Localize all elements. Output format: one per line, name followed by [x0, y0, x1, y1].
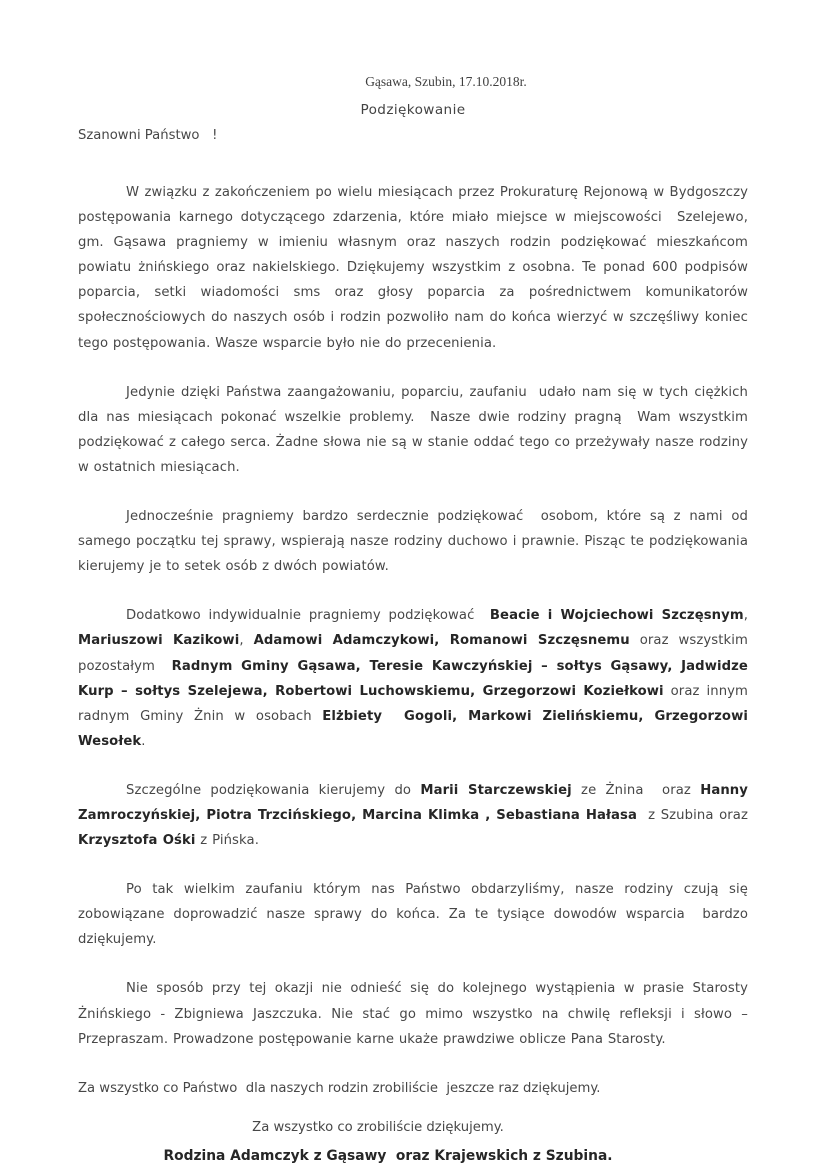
signature-line: Rodzina Adamczyk z Gąsawy oraz Krajewskich z Szubina. [163, 1147, 613, 1164]
text-run: , [239, 633, 254, 649]
bold-text-run: Marii Starczewskiej [420, 782, 572, 798]
paragraph [78, 877, 748, 952]
bold-text-run: Radnym Gminy Gąsawa, Teresie Kawczyńskiej – sołtys Gąsawy, Jadwidze Kurp – sołtys Szelejewa, Robertowi Luchowskiemu, Grzegorzowi Koziełkowi [78, 658, 748, 699]
salutation: Szanowni Państwo ! [78, 128, 218, 143]
letter-body [78, 180, 748, 1052]
bold-text-run: Krzysztofa Ośki [78, 833, 196, 849]
text-run: Dodatkowo indywidualnie pragniemy podziękować [126, 608, 490, 624]
text-run: z Pińska. [195, 833, 260, 849]
bold-text-run: Mariuszowi Kazikowi [78, 633, 240, 649]
paragraph [78, 976, 748, 1051]
paragraph [78, 778, 748, 853]
text-run: oraz wszystkim pozostałym [78, 633, 748, 674]
closing-line-left: Za wszystko co Państwo dla naszych rodzin zrobiliście jeszcze raz dziękujemy. [78, 1080, 601, 1096]
text-run: , [743, 608, 749, 624]
text-run: z Szubina oraz [636, 807, 748, 823]
text-run: Po tak wielkim zaufaniu którym nas Państwo obdarzyliśmy, nasze rodziny czują się zobowiązane doprowadzić nasze sprawy do końca. Za te tysiące dowodów wsparcia bardzo dziękujemy. [78, 882, 748, 948]
paragraph [78, 380, 748, 480]
text-run: W związku z zakończeniem po wielu miesiącach przez Prokuraturę Rejonową w Bydgoszczy postępowania karnego dotyczącego zdarzenia, które miało miejsce w miejscowości Szelejewo, gm. Gąsawa pragniemy w imieniu własnym oraz naszych rodzin podziękować mieszkańcom powiatu żnińskiego oraz nakielskiego. Dziękujemy wszystkim z osobna. Te ponad 600 podpisów poparcia, setki wiadomości sms oraz głosy poparcia za pośrednictwem komunikatorów społecznościowych do naszych osób i rodzin pozwoliło nam do końca wierzyć w szczęśliwy koniec tego postępowania. Wasze wsparcie było nie do przecenienia. [78, 185, 748, 351]
text-run: Jedynie dzięki Państwa zaangażowaniu, poparciu, zaufaniu udało nam się w tych ciężkich dla nas miesiącach pokonać wszelkie problemy. Nasze dwie rodziny pragną Wam wszystkim podziękować z całego serca. Żadne słowa nie są w stanie oddać tego co przeżywały nasze rodziny w ostatnich miesiącach. [78, 384, 748, 475]
text-run: oraz innym radnym Gminy Żnin w osobach [78, 683, 748, 724]
text-run: . [141, 733, 146, 749]
paragraph [78, 180, 748, 356]
bold-text-run: Beacie i Wojciechowi Szczęsnym [489, 608, 744, 624]
bold-text-run: Hanny Zamroczyńskiej, Piotra Trzcińskiego, Marcina Klimka , Sebastiana Hałasa [78, 782, 748, 823]
text-run: Szczególne podziękowania kierujemy do [126, 782, 421, 798]
document-title: Podziękowanie [360, 102, 466, 118]
bold-text-run: Elżbiety Gogoli, Markowi Zielińskiemu, Grzegorzowi Wesołek [78, 708, 748, 749]
paragraph [78, 603, 748, 754]
date-line: Gąsawa, Szubin, 17.10.2018r. [365, 74, 527, 89]
text-run: Nie sposób przy tej okazji nie odnieść się do kolejnego wystąpienia w prasie Starosty Żnińskiego - Zbigniewa Jaszczuka. Nie stać go mimo wszystko na chwilę refleksji i słowo – Przepraszam. Prowadzone postępowanie karne ukaże prawdziwe oblicze Pana Starosty. [78, 981, 748, 1047]
paragraph [78, 504, 748, 579]
text-run: ze Żnina oraz [571, 782, 701, 798]
text-run: Jednocześnie pragniemy bardzo serdecznie podziękować osobom, które są z nami od samego początku tej sprawy, wspierają nasze rodziny duchowo i prawnie. Pisząc te podziękowania kierujemy je to setek osób z dwóch powiatów. [78, 509, 748, 575]
closing-line-center: Za wszystko co zrobiliście dziękujemy. [252, 1119, 504, 1135]
bold-text-run: Adamowi Adamczykowi, Romanowi Szczęsnemu [253, 633, 630, 649]
